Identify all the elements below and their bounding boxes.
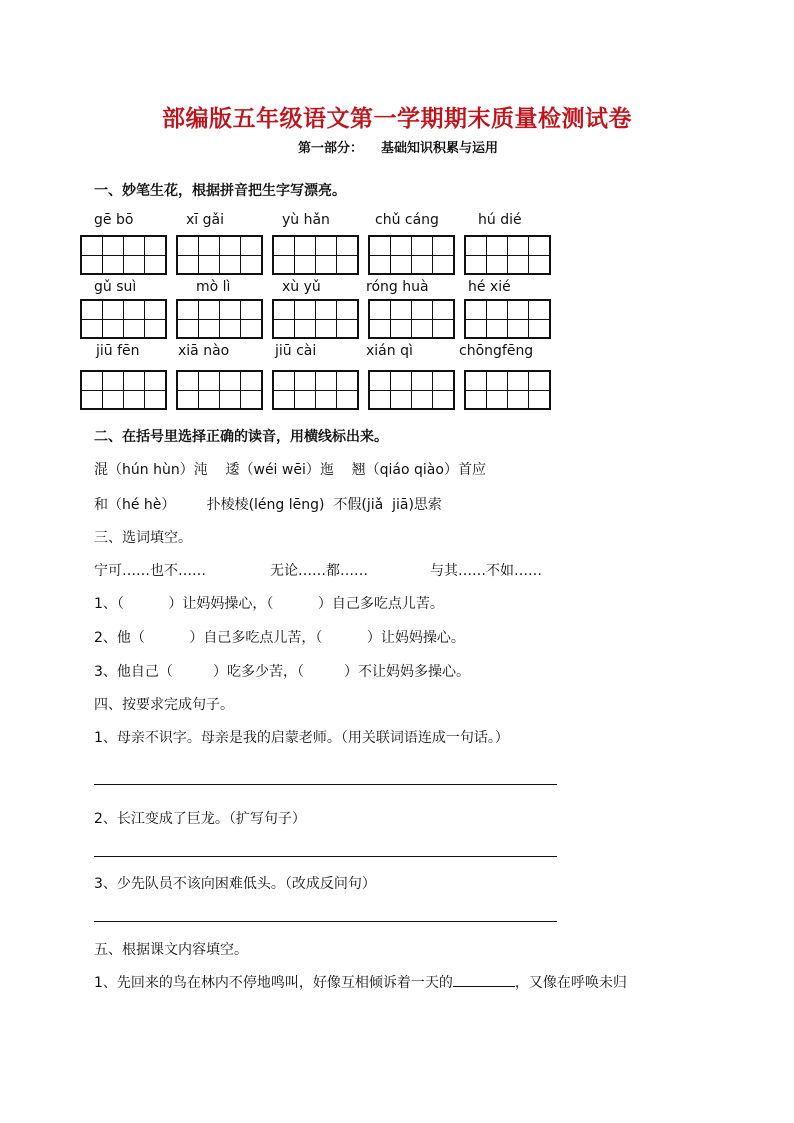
sentence-task: 3、少先队员不该向困难低头。（改成反问句） <box>94 876 376 892</box>
pinyin-label: xù yǔ <box>282 279 321 295</box>
sentence-task: 2、长江变成了巨龙。（扩写句子） <box>94 811 306 827</box>
pinyin-label: gǔ suì <box>94 279 137 295</box>
character-grid[interactable] <box>272 299 359 339</box>
section4-heading: 四、按要求完成句子。 <box>94 697 234 713</box>
pinyin-label: yù hǎn <box>282 212 330 228</box>
character-grid[interactable] <box>368 370 455 410</box>
pinyin-label: xī gǎi <box>186 212 224 228</box>
part-name: 基础知识积累与运用 <box>381 141 499 156</box>
word-choice: 无论……都…… <box>270 563 368 579</box>
character-grid[interactable] <box>368 299 455 339</box>
word-choice: 与其……不如…… <box>430 563 542 579</box>
pinyin-label: chǔ cáng <box>375 212 439 228</box>
section1-heading: 一、妙笔生花，根据拼音把生字写漂亮。 <box>94 183 346 199</box>
recall-item <box>94 972 627 992</box>
pinyin-label: jiū fēn <box>96 343 140 359</box>
page-title: 部编版五年级语文第一学期期末质量检测试卷 <box>162 105 632 132</box>
sentence-task: 1、母亲不识字。母亲是我的启蒙老师。（用关联词语连成一句话。） <box>94 730 509 746</box>
fill-blank[interactable] <box>453 972 515 987</box>
character-grid[interactable] <box>464 235 551 275</box>
answer-line[interactable] <box>94 921 557 922</box>
pinyin-label: xián qì <box>366 343 413 359</box>
character-grid[interactable] <box>464 299 551 339</box>
answer-line[interactable] <box>94 856 557 857</box>
pinyin-label: chōngfēng <box>459 343 534 359</box>
pinyin-label: hú dié <box>478 212 522 228</box>
section5-heading: 五、根据课文内容填空。 <box>94 942 248 958</box>
section3-heading: 三、选词填空。 <box>94 530 192 546</box>
recall-text-after: ，又像在呼唤未归 <box>514 975 627 991</box>
pinyin-label: hé xié <box>468 279 511 295</box>
fill-item: 3、他自己（ ）吃多少苦，（ ）不让妈妈多操心。 <box>94 664 471 680</box>
character-grid[interactable] <box>176 299 263 339</box>
pinyin-label: xiā nào <box>178 343 230 359</box>
fill-item: 1、（ ）让妈妈操心，（ ）自己多吃点儿苦。 <box>94 596 444 612</box>
character-grid[interactable] <box>272 235 359 275</box>
character-grid[interactable] <box>176 235 263 275</box>
pinyin-label: mò lì <box>196 279 231 295</box>
pronunciation-line-2: 和（hé hè） 扑棱棱(léng lēng) 不假(jiǎ jiā)思索 <box>94 497 442 513</box>
pinyin-label: jiū cài <box>275 343 317 359</box>
fill-item: 2、他（ ）自己多吃点儿苦，（ ）让妈妈操心。 <box>94 630 465 646</box>
character-grid[interactable] <box>368 235 455 275</box>
section2-heading: 二、在括号里选择正确的读音，用横线标出来。 <box>94 429 388 445</box>
recall-text-before: 1、先回来的鸟在林内不停地鸣叫，好像互相倾诉着一天的 <box>94 975 453 991</box>
character-grid[interactable] <box>80 299 167 339</box>
character-grid[interactable] <box>272 370 359 410</box>
pronunciation-line-1: 混（hún hùn）沌 逶（wéi wēi）迤 翘（qiáo qiào）首应 <box>94 462 486 478</box>
character-grid[interactable] <box>80 370 167 410</box>
pinyin-label: róng huà <box>366 279 429 295</box>
pinyin-label: gē bō <box>94 212 134 228</box>
page-subtitle <box>298 137 498 156</box>
character-grid[interactable] <box>80 235 167 275</box>
character-grid[interactable] <box>176 370 263 410</box>
answer-line[interactable] <box>94 784 557 785</box>
character-grid[interactable] <box>464 370 551 410</box>
part-label: 第一部分： <box>298 141 364 156</box>
word-choice: 宁可……也不…… <box>94 563 206 579</box>
